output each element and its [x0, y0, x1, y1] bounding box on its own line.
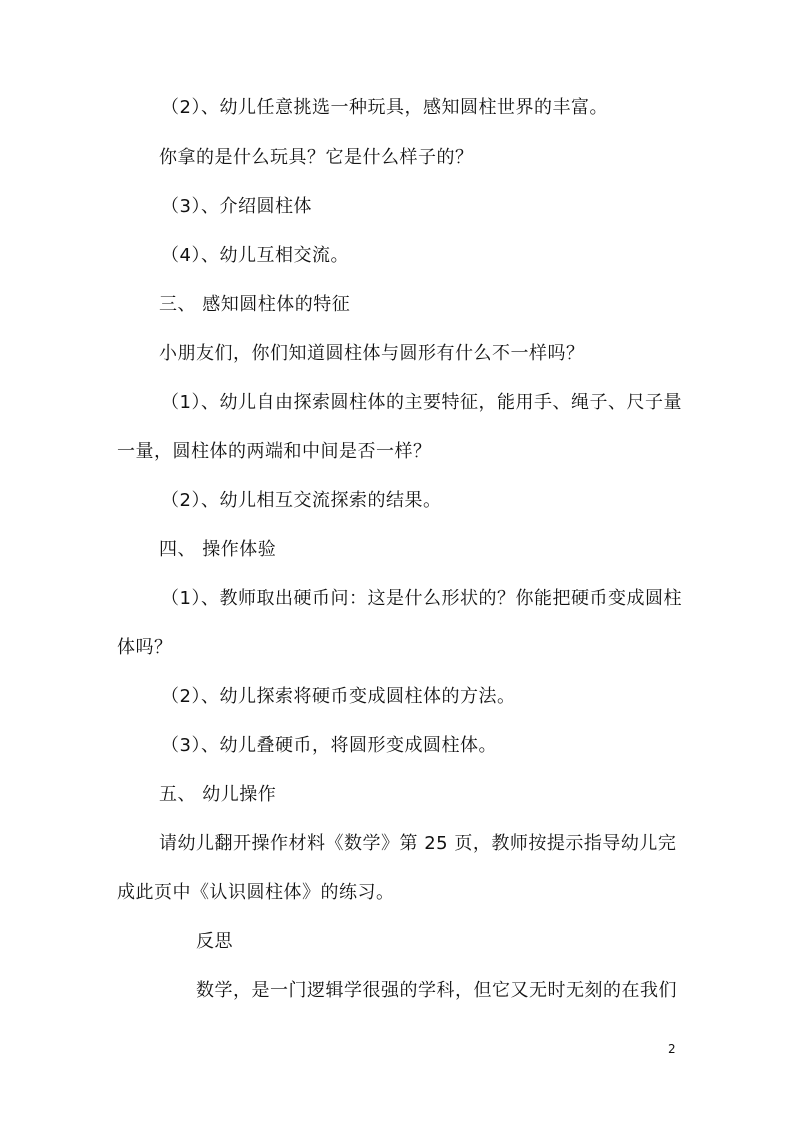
text-line: 小朋友们，你们知道圆柱体与圆形有什么不一样吗？	[159, 343, 585, 364]
text-line: （4）、幼儿互相交流。	[161, 245, 349, 266]
section-heading: 五、 幼儿操作	[159, 784, 277, 805]
section-heading: 反思	[196, 931, 233, 952]
text-line: 你拿的是什么玩具？它是什么样子的？	[159, 147, 474, 168]
section-heading: 四、 操作体验	[159, 539, 277, 560]
text-line: （2）、幼儿探索将硬币变成圆柱体的方法。	[161, 686, 516, 707]
text-line: 一量，圆柱体的两端和中间是否一样？	[117, 441, 432, 462]
text-line: （3）、幼儿叠硬币，将圆形变成圆柱体。	[161, 735, 497, 756]
text-line: （3）、介绍圆柱体	[161, 196, 312, 217]
text-line: 数学，是一门逻辑学很强的学科，但它又无时无刻的在我们	[196, 980, 677, 1001]
text-line: （2）、幼儿相互交流探索的结果。	[161, 490, 442, 511]
page-number: 2	[668, 1042, 676, 1056]
text-line: 成此页中《认识圆柱体》的练习。	[117, 882, 395, 903]
text-line: 体吗？	[117, 637, 173, 658]
section-heading: 三、 感知圆柱体的特征	[159, 294, 351, 315]
text-line: （1）、幼儿自由探索圆柱体的主要特征，能用手、绳子、尺子量	[161, 392, 682, 413]
text-line: （1）、教师取出硬币问：这是什么形状的？你能把硬币变成圆柱	[161, 588, 682, 609]
text-line: （2）、幼儿任意挑选一种玩具，感知圆柱世界的丰富。	[161, 97, 608, 118]
text-line: 请幼儿翻开操作材料《数学》第 25 页，教师按提示指导幼儿完	[159, 833, 677, 854]
